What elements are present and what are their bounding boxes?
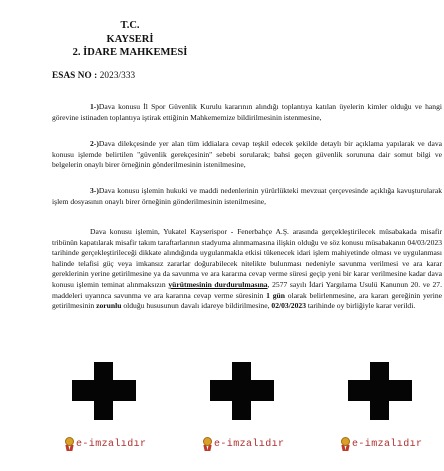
mandatory-text: zorunlu (96, 301, 122, 311)
redaction-cross-mark (72, 362, 136, 420)
redaction-cross-mark (210, 362, 274, 420)
e-signature-label: e-imzalıdır (214, 438, 285, 450)
signature-block (64, 362, 423, 452)
paragraph-4-part-b: , 2577 sayılı İdari Yargılama Usulü Kanunun 20. ve 27. maddeleri uyarınca savunma ve ara kararına cevap verme süresinin (52, 279, 442, 300)
case-number-label: ESAS NO : (52, 70, 98, 80)
header-city: KAYSERİ (106, 33, 154, 45)
paragraph-4-part-e: tarihinde oy birliğiyle karar verildi. (307, 301, 416, 311)
paragraph-4 (52, 227, 442, 312)
court-header (70, 19, 190, 60)
paragraph-4-part-d: olduğu hususunun davalı idareye bildirilmesine, (123, 301, 270, 311)
medal-icon (340, 437, 350, 451)
signature-2 (202, 362, 285, 452)
e-signature-stamp (340, 436, 435, 452)
header-court: 2. İDARE MAHKEMESİ (72, 47, 188, 58)
paragraph-2-text: Dava dilekçesinde yer alan tüm iddialara cevap teşkil edecek şekilde detaylı bir açıklama yapılarak ve dava konusu işlemde belirtilen "güvenlik gerekçesinin" sebebi sorularak; bahsi geçen güvenlik sorununa dair somut bilgi ve belgelerin onaylı birer örneğinin gönderilmesinin istenilmesine, (52, 139, 442, 170)
paragraph-3-number: 3-) (90, 186, 99, 195)
case-number (52, 70, 135, 80)
e-signature-stamp (202, 436, 297, 452)
e-signature-label: e-imzalıdır (76, 438, 147, 450)
paragraph-2-number: 2-) (90, 139, 99, 148)
signature-3 (340, 362, 423, 452)
paragraph-4-part-a: Dava konusu işlemin, Yukatel Kayserispor - Fenerbahçe A.Ş. arasında gerçekleştirilecek müsabakada misafir tribünün kapatılarak misafir takım taraftarlarının stadyuma alınmamasına ilişkin olduğu ve söz konusu müsabakanın 04/03/2023 tarihinde gerçekleştirileceği dikkate alındığında uygulanmakla etkisi tükenecek idari işlem mahiyetinde olması ve uygulanması halinde telafisi güç veya imkansız zararlar doğurabilecek nitelikte bulunması nedeniyle savunma verilmesi ve ara karar gereklerinin yerine getirilmesine ya da savunma ve ara kararına cevap verme süresi geçip yeni bir karar verilmesine kadar dava konusu işlemin teminat alınmaksızın (52, 227, 442, 289)
response-period-text: 1 gün (266, 290, 285, 300)
paragraph-3 (52, 186, 442, 207)
paragraph-2 (52, 139, 442, 171)
e-signature-stamp (64, 436, 159, 452)
decision-date: 02/03/2023 (271, 301, 306, 311)
paragraph-1-number: 1-) (90, 102, 99, 111)
redaction-cross-mark (348, 362, 412, 420)
signature-1 (64, 362, 147, 452)
paragraph-3-text: Dava konusu işlemin hukuki ve maddi nedenlerinin yürürlükteki mevzuat çerçevesinde açıklığa kavuşturularak işlem dosyasının onaylı birer örneğinin gönderilmesinin istenilmesine, (52, 186, 442, 206)
header-tc: T.C. (120, 20, 140, 31)
stay-of-execution-text: yürütmesinin durdurulmasına (168, 279, 268, 289)
paragraph-1 (52, 102, 442, 123)
paragraph-1-text: Dava konusu İl Spor Güvenlik Kurulu kararının alındığı toplantıya katılan üyelerin kimler olduğu ve hangi görevine istinaden toplantıya iştirak ettiğinin Mahkememize bildirilmesinin istenmesine, (52, 102, 442, 122)
paragraph-4-part-c: olarak belirlenmesine, ara kararı gereğinin yerine getirilmesinin (52, 290, 442, 311)
medal-icon (64, 437, 74, 451)
document-page (18, 0, 442, 471)
e-signature-label: e-imzalıdır (352, 438, 423, 450)
case-number-value: 2023/333 (99, 70, 136, 80)
medal-icon (202, 437, 212, 451)
